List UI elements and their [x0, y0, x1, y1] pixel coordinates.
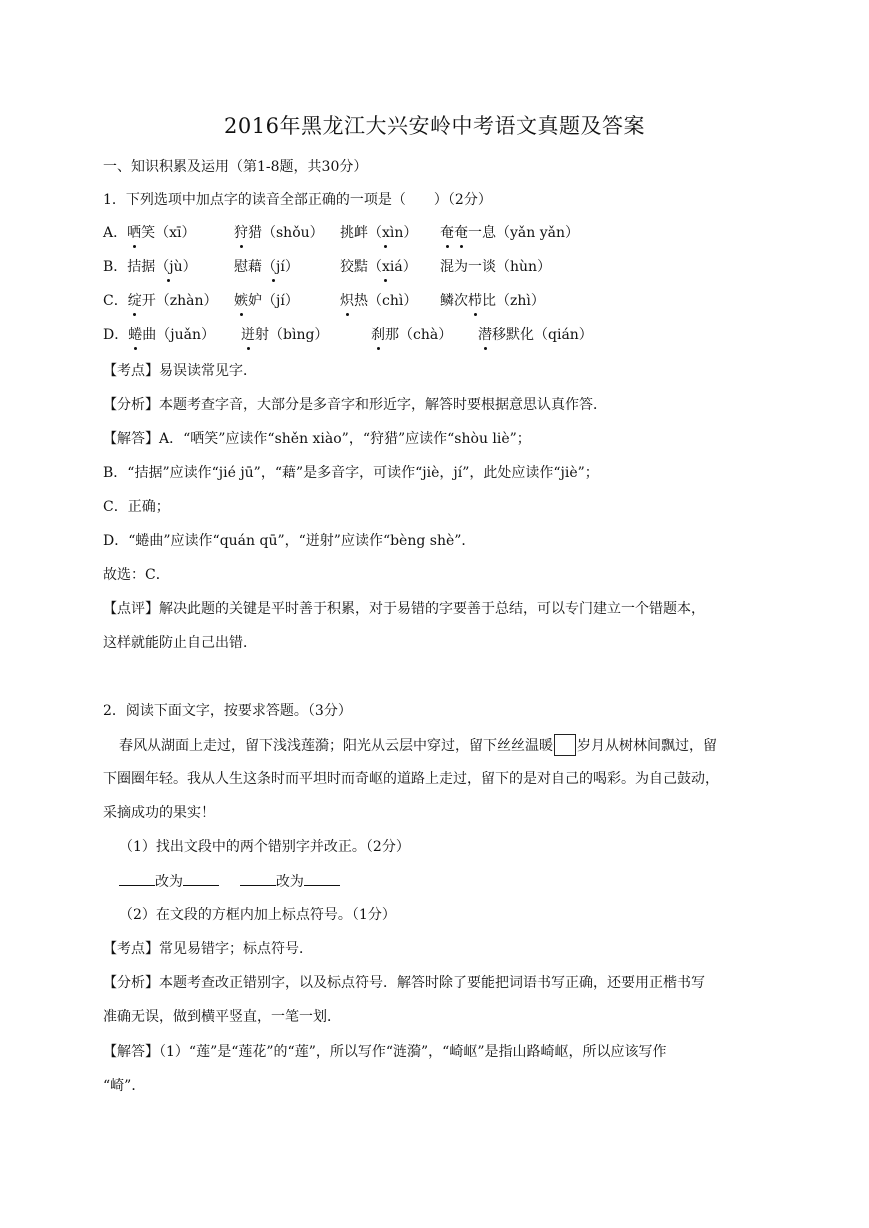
option-a-word-2: [234, 223, 324, 243]
q1-answer: 故选：C．: [103, 567, 170, 583]
dotted-char: 哂: [127, 225, 142, 241]
answer-blanks: [119, 871, 340, 892]
answer-blank[interactable]: [304, 871, 340, 886]
dotted-char: 嫉: [234, 293, 248, 309]
option-word: 热（chì）: [354, 293, 418, 309]
dianping-text: 解决此题的关键是平时善于积累，对于易错的字要善于总结，可以专门建立一个错题本，: [159, 601, 705, 617]
q2-fenxi: [103, 973, 705, 993]
fenxi-text: 本题考查字音，大部分是多音字和形近字，解答时要根据意思认真作答．: [159, 397, 607, 413]
option-label: D．: [103, 327, 129, 343]
option-a-word-4: [440, 223, 579, 243]
option-b: [103, 257, 197, 277]
answer-blank[interactable]: [183, 871, 219, 886]
answer-blank[interactable]: [240, 871, 276, 886]
question-1-stem: 1．下列选项中加点字的读音全部正确的一项是（ ）（2分）: [103, 192, 492, 208]
q2-jieda-2: “崎”．: [103, 1078, 146, 1094]
option-word: 射（bìng）: [255, 327, 329, 343]
dotted-char: 绽: [127, 293, 142, 309]
page-title: 2016年黑龙江大兴安岭中考语文真题及答案: [224, 114, 645, 138]
option-c-word-2: [234, 291, 299, 311]
option-word: 曲（juǎn）: [142, 327, 215, 343]
option-word: 挑: [340, 225, 354, 241]
kaodian-text: 常见易错字；标点符号．: [159, 941, 313, 957]
dotted-char: 狩: [234, 225, 248, 241]
q1-jieda-d: D．“蜷曲”应读作“quán qū”，“迸射”应读作“bèng shè”．: [103, 533, 476, 549]
jieda-text: A．“哂笑”应读作“shěn xiào”，“狩猎”应读作“shòu liè”；: [159, 431, 531, 447]
option-word: 开（zhàn）: [141, 293, 218, 309]
q2-fenxi-2: 准确无误，做到横平竖直，一笔一划．: [103, 1009, 341, 1025]
option-c: [103, 291, 217, 311]
q1-jieda: [103, 429, 531, 449]
option-word: 一息（yǎn yǎn）: [468, 225, 579, 241]
dotted-char: 黠（xiá）: [354, 259, 417, 275]
q1-jieda-b: B．“拮据”应读作“jié jū”，“藉”是多音字，可读作“jiè，jí”，此处应读作“jiè”；: [103, 465, 599, 481]
jieda-tag: 【解答】: [103, 431, 159, 447]
dianping-tag: 【点评】: [103, 601, 159, 617]
dotted-char: 据（jù）: [141, 259, 197, 275]
passage-line-3: 采摘成功的果实！: [103, 805, 215, 821]
option-label: C．: [103, 293, 128, 309]
option-word: 笑（xī）: [141, 225, 196, 241]
option-word: 移默化（qián）: [492, 327, 593, 343]
option-c-word-4: [440, 291, 545, 311]
option-b-word-3: [340, 257, 417, 277]
fenxi-tag: 【分析】: [103, 975, 159, 991]
option-word: 拮: [127, 259, 142, 275]
option-word: 慰: [234, 259, 248, 275]
option-d-word-4: [478, 325, 593, 345]
dotted-char: 潜: [478, 327, 492, 343]
dotted-char: 奄: [454, 225, 468, 241]
option-a: [103, 223, 196, 243]
q1-fenxi: [103, 395, 607, 415]
q1-dianping-2: 这样就能防止自己出错．: [103, 635, 257, 651]
q1-jieda-c: C．正确；: [103, 499, 170, 515]
q2-jieda: [103, 1042, 666, 1062]
option-word: 狡: [340, 259, 354, 275]
option-a-word-3: [340, 223, 417, 243]
q1-kaodian: [103, 361, 257, 381]
dotted-char: 蜷: [128, 327, 143, 343]
dotted-char: 刹: [371, 327, 385, 343]
dotted-char: 栉: [468, 293, 482, 309]
option-word: 妒（jí）: [248, 293, 299, 309]
dotted-char: 奄: [440, 225, 454, 241]
fenxi-tag: 【分析】: [103, 397, 159, 413]
jieda-tag: 【解答】: [103, 1044, 159, 1060]
jieda-text: （1）“莲”是“莲花”的“莲”，所以写作“涟漪”，“崎岖”是指山路崎岖，所以应该写作: [159, 1044, 667, 1060]
section-heading: 一、知识积累及运用（第1-8题，共30分）: [103, 159, 368, 175]
sub-question-1: （1）找出文段中的两个错别字并改正。（2分）: [119, 839, 410, 855]
gaiwei-label: 改为: [155, 874, 183, 890]
q1-dianping: [103, 599, 705, 619]
gaiwei-label: 改为: [275, 874, 304, 890]
passage-line-1: [119, 735, 717, 757]
dotted-char: 衅（xìn）: [354, 225, 418, 241]
dotted-char: 藉（jí）: [248, 259, 299, 275]
punctuation-box[interactable]: [554, 734, 576, 756]
q2-kaodian: [103, 939, 313, 959]
option-b-word-4: 混为一谈（hùn）: [440, 259, 552, 275]
option-b-word-2: [234, 257, 299, 277]
kaodian-tag: 【考点】: [103, 363, 159, 379]
dotted-char: 炽: [340, 293, 354, 309]
option-d-word-3: [371, 325, 452, 345]
option-word: 比（zhì）: [482, 293, 545, 309]
option-d: [103, 325, 215, 345]
kaodian-text: 易误读常见字．: [159, 363, 257, 379]
option-word: 那（chà）: [385, 327, 453, 343]
kaodian-tag: 【考点】: [103, 941, 159, 957]
passage-line-2: 下圈圈年轻。我从人生这条时而平坦时而奇岖的道路上走过，留下的是对自己的喝彩。为自己鼓动，: [103, 771, 719, 787]
sub-question-2: （2）在文段的方框内加上标点符号。（1分）: [119, 907, 396, 923]
passage-text: 春风从湖面上走过，留下浅浅莲漪；阳光从云层中穿过，留下丝丝温暖: [119, 738, 553, 754]
fenxi-text: 本题考查改正错别字，以及标点符号．解答时除了要能把词语书写正确，还要用正楷书写: [159, 975, 705, 991]
option-label: A．: [103, 225, 128, 241]
option-label: B．: [103, 259, 128, 275]
question-2-stem: 2．阅读下面文字，按要求答题。（3分）: [103, 703, 352, 719]
answer-blank[interactable]: [119, 871, 155, 886]
passage-text: 岁月从树林间飘过，留: [577, 738, 717, 754]
option-word: 猎（shǒu）: [248, 225, 324, 241]
option-word: 鳞次: [440, 293, 468, 309]
option-d-word-2: [241, 325, 328, 345]
option-c-word-3: [340, 291, 417, 311]
dotted-char: 迸: [241, 327, 255, 343]
